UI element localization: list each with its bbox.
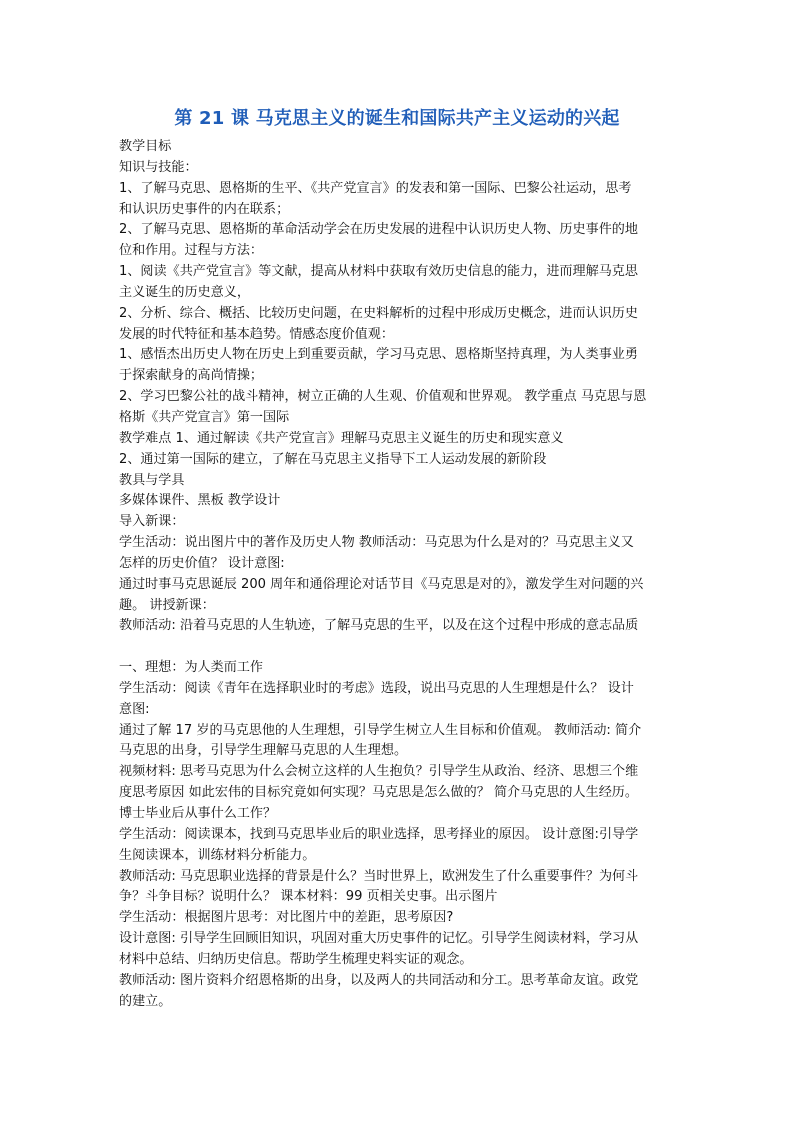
paragraph-gap xyxy=(119,637,679,658)
lesson-objectives-section xyxy=(119,137,679,637)
text-line: 教具与学具 xyxy=(119,472,185,488)
text-line: 1、了解马克思、恩格斯的生平、《共产党宣言》的发表和第一国际、巴黎公社运动，思考 xyxy=(119,180,632,196)
text-line: 争？斗争目标？说明什么？ 课本材料：99 页相关史事。出示图片 xyxy=(119,889,498,905)
text-line: 2、了解马克思、恩格斯的革命活动学会在历史发展的进程中认识历史人物、历史事件的地 xyxy=(119,222,638,238)
text-line: 于探索献身的高尚情操； xyxy=(119,368,264,384)
text-line: 和认识历史事件的内在联系； xyxy=(119,201,290,217)
text-line: 教师活动: 图片资料介绍恩格斯的出身，以及两人的共同活动和分工。思考革命友谊。政党 xyxy=(119,972,639,988)
text-line: 生阅读课本，训练材料分析能力。 xyxy=(119,847,316,863)
text-line: 主义诞生的历史意义， xyxy=(119,284,250,300)
text-line: 2、通过第一国际的建立，了解在马克思主义指导下工人运动发展的新阶段 xyxy=(119,451,547,467)
text-line: 意图: xyxy=(119,701,150,717)
text-line: 一、理想：为人类而工作 xyxy=(119,660,264,676)
text-line: 的建立。 xyxy=(119,993,172,1009)
text-line: 1、感悟杰出历史人物在历史上到重要贡献，学习马克思、恩格斯坚持真理，为人类事业勇 xyxy=(119,347,638,363)
text-line: 教学目标 xyxy=(119,139,172,154)
text-line: 通过了解 17 岁的马克思他的人生理想，引导学生树立人生目标和价值观。 教师活动: 简介 xyxy=(119,722,642,738)
text-line: 2、分析、综合、概括、比较历史问题，在史料解析的过程中形成历史概念，进而认识历史 xyxy=(119,305,638,321)
text-line: 1、阅读《共产党宣言》等文献，提高从材料中获取有效历史信息的能力，进而理解马克思 xyxy=(119,264,638,280)
page-title: 第 21 课 马克思主义的诞生和国际共产主义运动的兴起 xyxy=(174,108,620,129)
text-line: 教师活动: 马克思职业选择的背景是什么？当时世界上，欧洲发生了什么重要事件？为何斗 xyxy=(119,868,639,884)
text-line: 格斯《共产党宣言》第一国际 xyxy=(119,409,290,425)
text-line: 马克思的出身，引导学生理解马克思的人生理想。 xyxy=(119,743,408,759)
text-line: 位和作用。过程与方法： xyxy=(119,243,264,259)
text-line: 教学难点 1、通过解读《共产党宣言》理解马克思主义诞生的历史和现实意义 xyxy=(119,430,564,446)
text-line: 怎样的历史价值？ 设计意图: xyxy=(119,555,285,571)
text-line: 博士毕业后从事什么工作？ xyxy=(119,806,277,821)
text-line: 发展的时代特征和基本趋势。情感态度价值观： xyxy=(119,326,394,342)
text-line: 通过时事马克思诞辰 200 周年和通俗理论对话节目《马克思是对的》，激发学生对问题的兴 xyxy=(119,576,644,592)
text-line: 多媒体课件、黑板 教学设计 xyxy=(119,493,281,509)
text-line: 学生活动：阅读《青年在选择职业时的考虑》选段，说出马克思的人生理想是什么？ 设计 xyxy=(119,680,634,696)
text-line: 材料中总结、归纳历史信息。帮助学生梳理史料实证的观念。 xyxy=(119,951,473,967)
text-line: 学生活动：根据图片思考：对比图片中的差距，思考原因? xyxy=(119,910,454,926)
text-line: 学生活动：说出图片中的著作及历史人物 教师活动：马克思为什么是对的？马克思主义又 xyxy=(119,535,634,551)
text-line: 知识与技能： xyxy=(119,159,198,175)
text-line: 2、学习巴黎公社的战斗精神，树立正确的人生观、价值观和世界观。 教学重点 马克思与恩 xyxy=(119,389,647,405)
text-line: 度思考原因 如此宏伟的目标究竟如何实现？马克思是怎么做的？ 简介马克思的人生经历。 xyxy=(119,785,638,801)
text-line: 设计意图: 引导学生回顾旧知识，巩固对重大历史事件的记忆。引导学生阅读材料，学习从 xyxy=(119,931,639,947)
document-body xyxy=(119,137,679,1012)
text-line: 视频材料: 思考马克思为什么会树立这样的人生抱负？引导学生从政治、经济、思想三个维 xyxy=(119,764,639,780)
text-line: 导入新课： xyxy=(119,514,185,530)
lesson-part-one-section xyxy=(119,658,679,1012)
text-line: 学生活动：阅读课本，找到马克思毕业后的职业选择，思考择业的原因。 设计意图:引导学 xyxy=(119,826,639,842)
text-line: 趣。 讲授新课： xyxy=(119,597,215,613)
text-line: 教师活动: 沿着马克思的人生轨迹，了解马克思的生平，以及在这个过程中形成的意志品质 xyxy=(119,618,639,634)
